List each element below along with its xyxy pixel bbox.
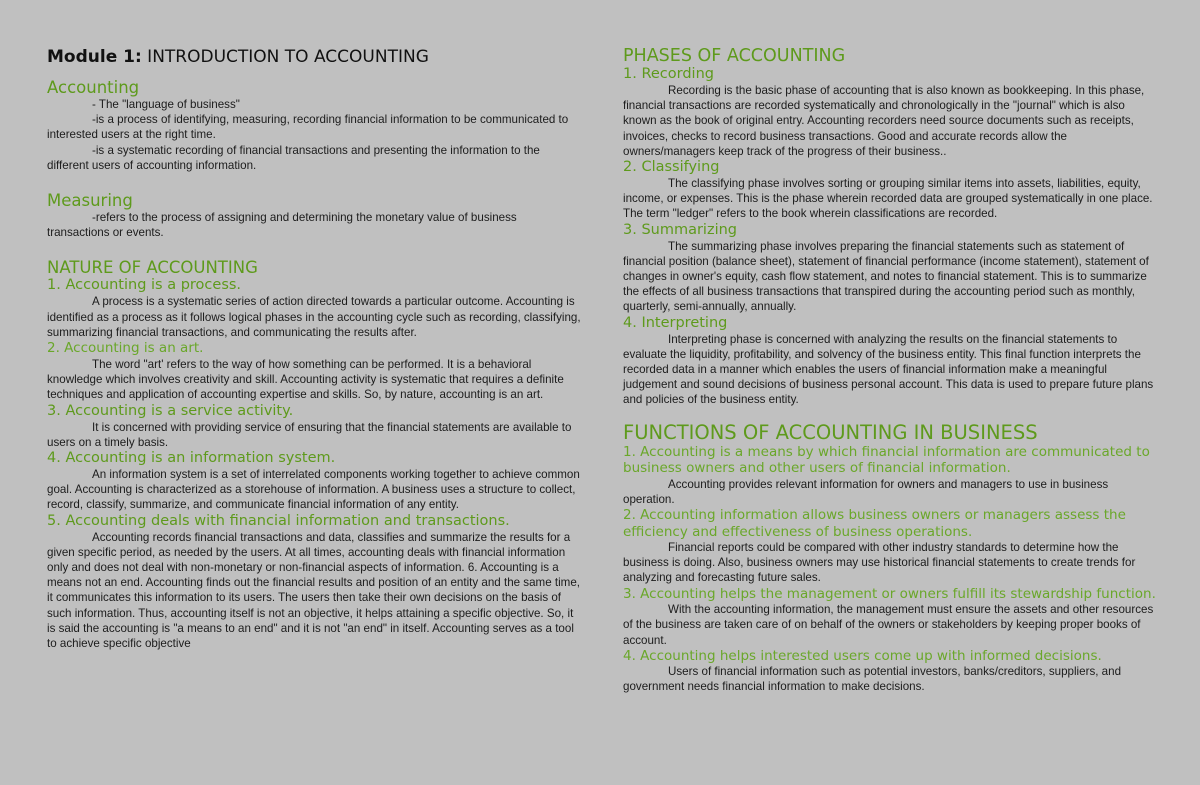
phase-4-title: 4. Interpreting xyxy=(623,314,728,331)
function-2-title: 2. Accounting information allows business owners or managers assess the efficiency and effectiveness of business operations. xyxy=(623,507,1126,540)
phase-4-text: Interpreting phase is concerned with analyzing the results on the financial statements to evaluate the liquidity, profitability, and solvency of the business entity. This final function interprets the recorded data in a manner which enables the users of financial information make a meaningful judgement and sound decisions of business personal account. This data is used to prepare future plans and policies of the business entity. xyxy=(623,332,1154,407)
nature-item-4-title: 4. Accounting is an information system. xyxy=(47,450,336,467)
function-4-text: Users of financial information such as potential investors, banks/creditors, suppliers, and government needs financial information to make decisions. xyxy=(623,665,1122,694)
accounting-line-2: -is a process of identifying, measuring, recording financial information to be communicated to interested users at the right time. xyxy=(47,113,569,142)
functions-heading: FUNCTIONS OF ACCOUNTING IN BUSINESS xyxy=(623,420,1038,444)
accounting-heading: Accounting xyxy=(47,78,140,97)
measuring-text: -refers to the process of assigning and determining the monetary value of business transactions or events. xyxy=(47,211,517,240)
nature-item-1-title: 1. Accounting is a process. xyxy=(47,277,242,294)
nature-item-5-title: 5. Accounting deals with financial information and transactions. xyxy=(47,512,510,529)
module-title xyxy=(47,46,582,68)
left-column xyxy=(47,46,582,651)
nature-item-2-text: The word "art' refers to the way of how something can be performed. It is a behavioral knowledge which involves creativity and skill. Accounting activity is systematic that requires a definite techniques and application of accounting expertise and skills. So, by nature, accounting is an art. xyxy=(47,358,564,402)
accounting-line-1: - The "language of business" xyxy=(92,98,240,111)
measuring-heading: Measuring xyxy=(47,191,133,211)
function-2-text: Financial reports could be compared with other industry standards to determine how the business is doing. Also, business owners may use historical financial statements to create trends for analyzing and forecasting future sales. xyxy=(623,541,1136,585)
phase-3-title: 3. Summarizing xyxy=(623,221,737,238)
module-label: Module 1: xyxy=(47,47,142,67)
phase-1-text: Recording is the basic phase of accounting that is also known as bookkeeping. In this phase, financial transactions are recorded systematically and chronologically in the "journal" which is also known as the book of original entry. Accounting recorders need source documents such as receipts, invoices, checks to record business transactions. Good and accurate records allow the owners/managers keep track of the progress of their business.. xyxy=(623,84,1145,158)
function-3-text: With the accounting information, the management must ensure the assets and other resources of the business are taken care of on behalf of the owners or stakeholders by keeping proper books of account. xyxy=(623,603,1154,647)
nature-item-4-text: An information system is a set of interrelated components working together to achieve common goal. Accounting is characterized as a storehouse of information. A business uses a structure to collect, record, classify, summarize, and communicate financial information of any entity. xyxy=(47,468,580,512)
accounting-line-3: -is a systematic recording of financial transactions and presenting the information to the different users of accounting information. xyxy=(47,143,540,172)
nature-item-3-text: It is concerned with providing service of ensuring that the financial statements are available to users on a timely basis. xyxy=(47,420,572,449)
nature-item-5-text: Accounting records financial transactions and data, classifies and summarize the results for a given specific period, as needed by the users. At all times, accounting deals with financial information only and does not deal with non-monetary or non-financial aspects of information. 6. Accounting is a means not an end. Accounting finds out the financial results and position of an entity and the same time, it communicates this information to its users. The users then take their own decisions on the basis of such information. Thus, accounting itself is not an objective, it helps attaining a specific objective. So, it is said the accounting is "a means to an end" and it is not "an end" in itself. Accounting serves as a tool to achieve specific objective xyxy=(47,530,581,651)
function-4-title: 4. Accounting helps interested users come up with informed decisions. xyxy=(623,647,1102,664)
function-3-title: 3. Accounting helps the management or owners fulfill its stewardship function. xyxy=(623,585,1156,602)
phases-heading: PHASES OF ACCOUNTING xyxy=(623,46,846,66)
module-title-text: INTRODUCTION TO ACCOUNTING xyxy=(141,47,429,67)
nature-heading: NATURE OF ACCOUNTING xyxy=(47,258,258,278)
nature-item-1-text: A process is a systematic series of action directed towards a particular outcome. Accounting is identified as a process as it follows logical phases in the accounting cycle such as recording, classifying, summarizing financial transactions, and communicating the results after. xyxy=(47,295,581,339)
function-1-title: 1. Accounting is a means by which financial information are communicated to business owners and other users of financial information. xyxy=(623,443,1150,477)
function-1-text: Accounting provides relevant information for owners and managers to use in business operation. xyxy=(623,477,1109,506)
phase-3-text: The summarizing phase involves preparing the financial statements such as statement of financial position (balance sheet), statement of financial performance (income statement), statement of changes in owner's equity, cash flow statement, and notes to financial statement. This is to summarize the effects of all business transactions that transpired during the accounting period such as monthly, quarterly, semi-annually, annually. xyxy=(623,239,1149,314)
nature-item-2-title: 2. Accounting is an art. xyxy=(47,340,204,357)
right-column xyxy=(623,46,1158,695)
phase-1-title: 1. Recording xyxy=(623,66,714,82)
phase-2-text: The classifying phase involves sorting or grouping similar items into assets, liabilities, equity, income, or expenses. This is the phase wherein recorded data are grouped systematically in one place. The term "ledger" refers to the book wherein classifications are recorded. xyxy=(623,177,1153,221)
phase-2-title: 2. Classifying xyxy=(623,159,720,176)
nature-item-3-title: 3. Accounting is a service activity. xyxy=(47,402,294,419)
